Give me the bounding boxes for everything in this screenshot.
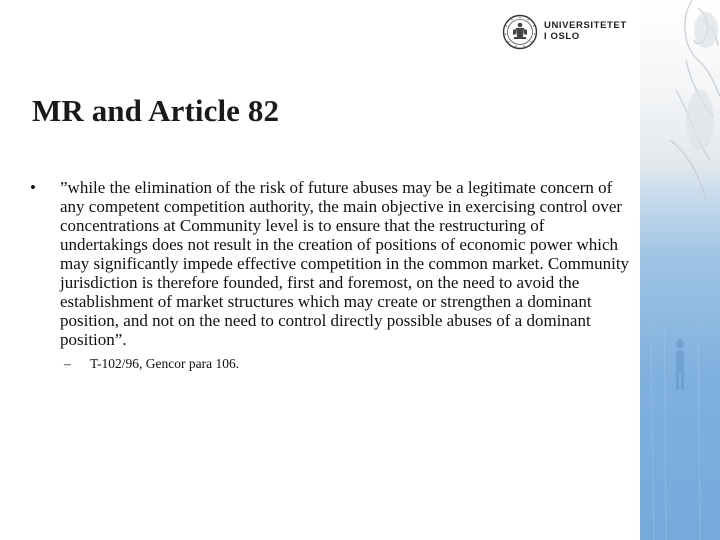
statue-illustration-icon (640, 0, 720, 540)
decorative-side-banner (640, 0, 720, 540)
slide-title: MR and Article 82 (32, 93, 280, 128)
bullet-item (30, 178, 630, 349)
university-name-line2: I OSLO (544, 31, 580, 42)
slide-body (30, 178, 630, 372)
university-name (544, 20, 627, 42)
sub-bullet-marker: – (64, 356, 71, 371)
sub-bullet-citation: T-102/96, Gencor para 106. (90, 356, 240, 371)
university-seal-icon (502, 14, 538, 50)
university-name-line1: UNIVERSITETET (544, 20, 627, 31)
university-logo (502, 14, 642, 54)
bullet-marker: • (30, 178, 36, 197)
bullet-quote-text: ”while the elimination of the risk of future abuses may be a legitimate concern of any competent competition authority, the main objective in exercising control over concentrations at Community level is to ensure that the restructuring of undertakings does not result in the creation of positions of economic power which may significantly impede effective competition in the common market. Community jurisdiction is therefore founded, first and foremost, on the need to avoid the establishment of market structures which may create or strengthen a dominant position, and not on the need to control directly possible abuses of a dominant position”. (60, 178, 630, 349)
sub-bullet-item (30, 355, 630, 372)
